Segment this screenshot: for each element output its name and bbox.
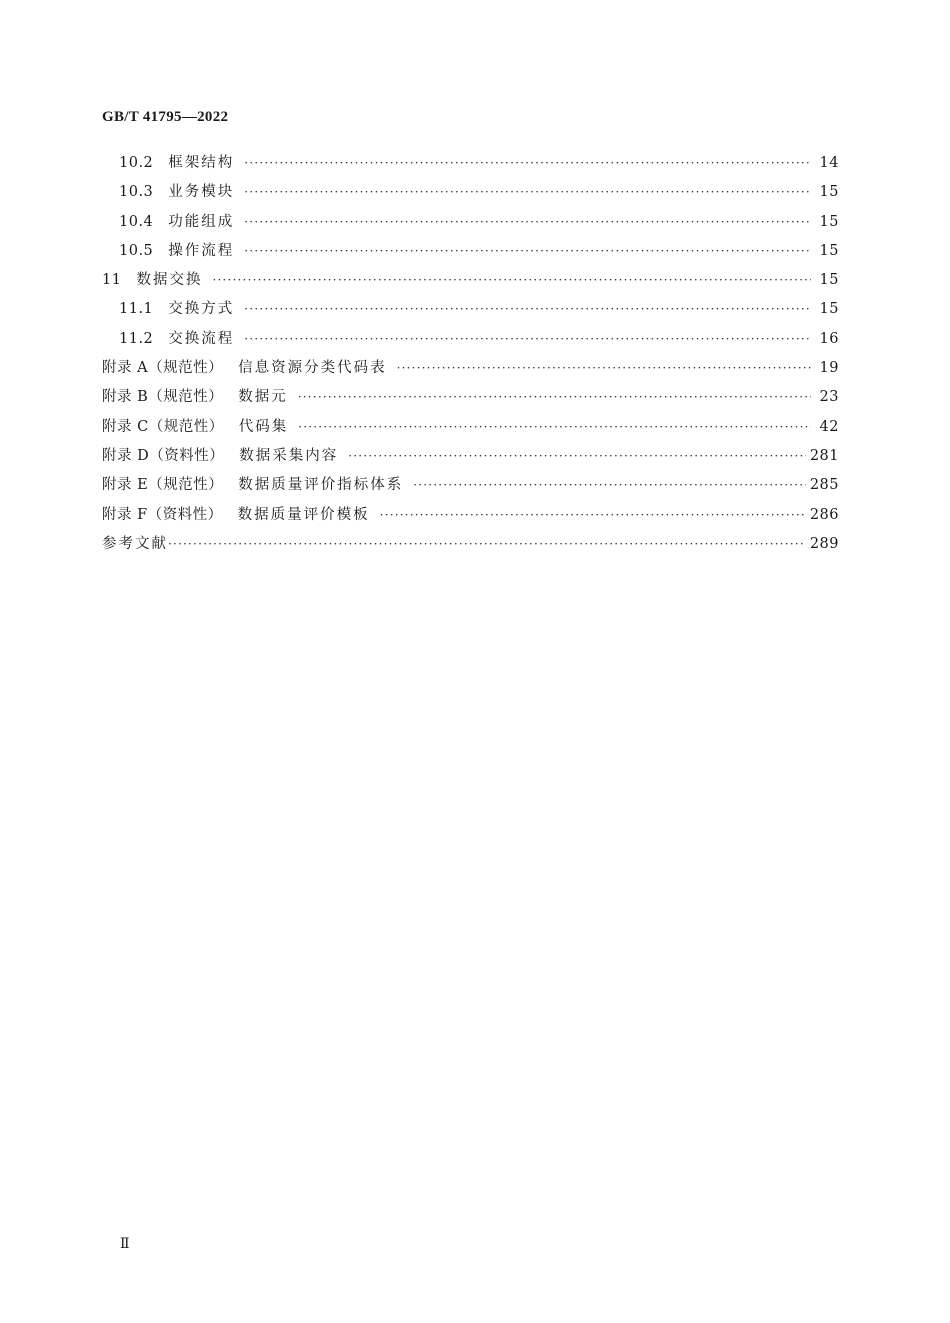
- toc-entry-page: 281: [809, 447, 839, 464]
- toc-entry-number: 10.3: [119, 184, 154, 201]
- toc-entry-title: 数据元: [238, 389, 288, 406]
- toc-entry-page: 15: [819, 301, 839, 318]
- toc-entry-appendix-d[interactable]: [102, 442, 839, 471]
- toc-entry-page: 14: [819, 155, 839, 171]
- toc-leader-dots: [244, 178, 811, 207]
- toc-entry-page: 16: [819, 330, 839, 347]
- toc-entry-title: 功能组成: [168, 213, 235, 230]
- toc-entry-title: 数据交换: [136, 272, 203, 289]
- toc-entry-title: 交换流程: [168, 330, 235, 347]
- toc-leader-dots: [397, 354, 811, 383]
- toc-entry[interactable]: [102, 266, 839, 295]
- toc-entry-page: 42: [819, 418, 839, 435]
- toc-entry-page: 15: [819, 184, 839, 201]
- toc-entry-number: 11: [102, 272, 122, 289]
- toc-entry-appendix-c[interactable]: [102, 413, 839, 442]
- toc-entry-references[interactable]: [102, 530, 839, 559]
- toc-entry-number: 11.2: [119, 330, 154, 347]
- toc-entry-title: 业务模块: [168, 184, 235, 201]
- toc-entry-title: 数据采集内容: [239, 447, 339, 464]
- toc-entry-number: 附录 D（资料性）: [102, 447, 225, 464]
- toc-entry-title: 数据质量评价指标体系: [238, 477, 404, 494]
- toc-entry-page: 285: [809, 477, 839, 494]
- toc-entry-title: 信息资源分类代码表: [238, 360, 387, 377]
- toc-entry-page: 289: [809, 535, 839, 552]
- toc-leader-dots: [380, 501, 806, 530]
- toc-entry-title: 操作流程: [168, 242, 235, 259]
- toc-entry-appendix-f[interactable]: [102, 501, 839, 530]
- toc-leader-dots: [168, 530, 806, 559]
- toc-leader-dots: [244, 237, 811, 266]
- toc-entry-number: 附录 B（规范性）: [102, 389, 224, 406]
- toc-entry-number: 附录 C（规范性）: [102, 418, 224, 435]
- toc-entry-title: 参考文献: [102, 535, 168, 552]
- toc-entry-title: 框架结构: [168, 155, 235, 171]
- toc-entry[interactable]: [102, 178, 839, 207]
- toc-entry-title: 代码集: [238, 418, 289, 435]
- toc-leader-dots: [244, 208, 811, 237]
- toc-entry-page: 19: [819, 360, 839, 377]
- toc-entry-page: 23: [819, 389, 839, 406]
- toc-entry-page: 15: [819, 242, 839, 259]
- toc-leader-dots: [244, 149, 811, 178]
- toc-entry-page: 286: [809, 506, 839, 523]
- toc-entry-number: 附录 F（资料性）: [102, 506, 223, 523]
- toc-leader-dots: [244, 295, 811, 324]
- toc-entry[interactable]: [102, 295, 839, 324]
- toc-entry-number: 10.4: [119, 213, 154, 230]
- toc-entry-number: 10.5: [119, 242, 154, 259]
- toc-entry[interactable]: [102, 325, 839, 354]
- toc-entry-title: 数据质量评价模板: [237, 506, 370, 523]
- toc-leader-dots: [212, 266, 811, 295]
- toc-leader-dots: [298, 413, 811, 442]
- toc-leader-dots: [298, 383, 811, 412]
- toc-entry-number: 10.2: [119, 155, 154, 171]
- toc-entry-page: 15: [819, 213, 839, 230]
- toc-entry-appendix-b[interactable]: [102, 383, 839, 412]
- toc-entry-appendix-a[interactable]: [102, 354, 839, 383]
- standard-code: GB/T 41795—2022: [102, 109, 229, 125]
- toc-entry-number: 附录 A（规范性）: [102, 360, 224, 377]
- toc-leader-dots: [348, 442, 806, 471]
- toc-entry-number: 11.1: [119, 301, 154, 318]
- table-of-contents: [102, 149, 839, 559]
- toc-entry[interactable]: [102, 237, 839, 266]
- toc-leader-dots: [244, 325, 811, 354]
- toc-entry-title: 交换方式: [168, 301, 235, 318]
- toc-entry-number: 附录 E（规范性）: [102, 477, 224, 494]
- toc-entry-page: 15: [819, 272, 839, 289]
- toc-leader-dots: [413, 471, 806, 500]
- toc-entry-appendix-e[interactable]: [102, 471, 839, 500]
- toc-entry[interactable]: [102, 208, 839, 237]
- toc-entry[interactable]: [102, 149, 839, 178]
- page-number: Ⅱ: [120, 1237, 130, 1252]
